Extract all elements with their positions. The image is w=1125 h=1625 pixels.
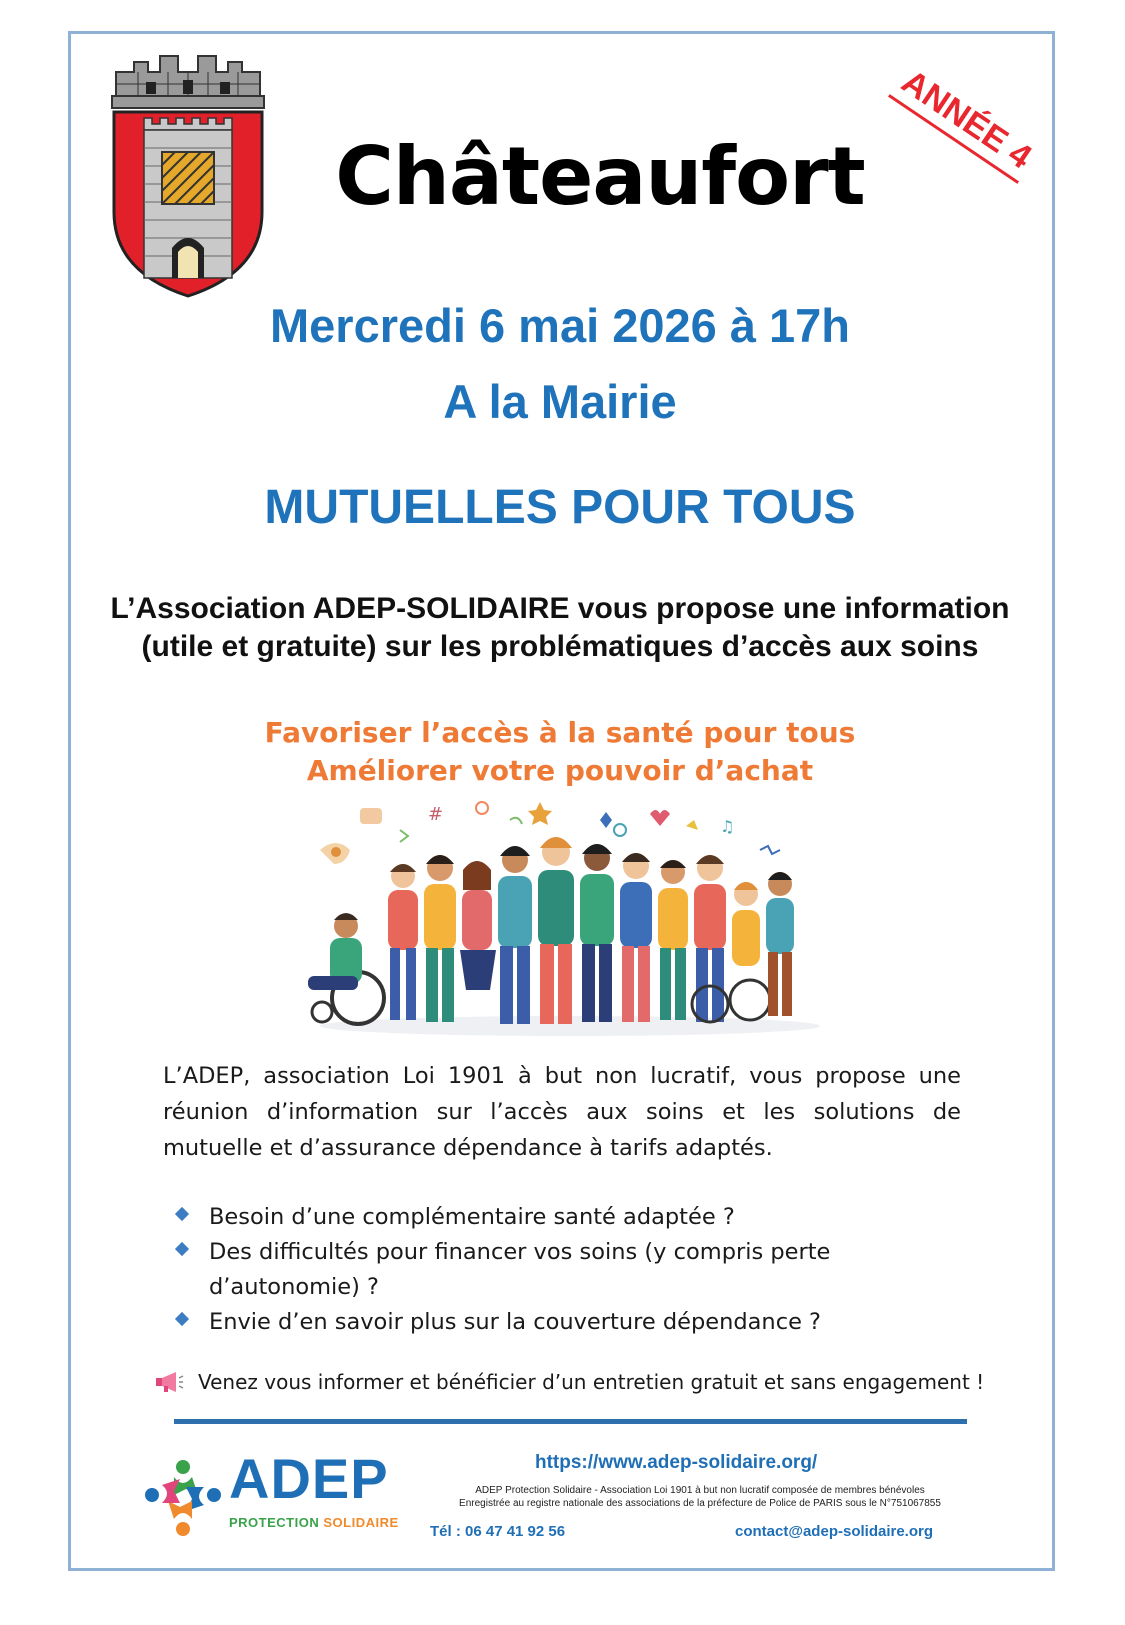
- list-item: [175, 1200, 975, 1235]
- svg-text:♫: ♫: [720, 817, 735, 836]
- town-title: Châteaufort: [335, 130, 865, 223]
- megaphone-icon: [154, 1370, 184, 1394]
- list-item: [175, 1235, 975, 1305]
- diamond-bullet-icon: [175, 1312, 189, 1326]
- description-paragraph: L’ADEP, association Loi 1901 à but non lucratif, vous propose une réunion d’information sur l’accès aux soins et les solutions de mutuelle et d’assurance dépendance à tarifs adaptés.: [163, 1063, 961, 1161]
- event-place: A la Mairie: [443, 375, 677, 428]
- website-link[interactable]: https://www.adep-solidaire.org/: [535, 1452, 818, 1473]
- intro-text: [90, 590, 1030, 666]
- call-to-action: [154, 1370, 994, 1394]
- diamond-bullet-icon: [175, 1207, 189, 1221]
- people-figures: [388, 837, 794, 1024]
- list-item-text: Envie d’en savoir plus sur la couverture dépendance ?: [209, 1309, 822, 1335]
- event-date: Mercredi 6 mai 2026 à 17h: [269, 299, 851, 352]
- slogan-line-2: Améliorer votre pouvoir d’achat: [306, 754, 814, 787]
- adep-logo-tagline: [229, 1515, 399, 1530]
- legal-line-2: Enregistrée au registre nationale des associations de la préfecture de Police de PARIS sous le N°751067855: [459, 1498, 941, 1509]
- coat-of-arms: [108, 52, 268, 298]
- call-to-action-text: Venez vous informer et bénéficier d’un entretien gratuit et sans engagement !: [198, 1370, 985, 1394]
- intro-line-1: L’Association ADEP-SOLIDAIRE vous propose une information: [110, 592, 1010, 625]
- svg-text:#: #: [428, 804, 444, 825]
- diamond-bullet-icon: [175, 1242, 189, 1256]
- question-list: [175, 1200, 975, 1340]
- footer-divider: [174, 1419, 967, 1424]
- legal-notice: [430, 1484, 970, 1510]
- list-item-text: Besoin d’une complémentaire santé adaptée ?: [209, 1204, 735, 1230]
- list-item: [175, 1305, 975, 1340]
- slogan: [200, 714, 920, 790]
- person-wheelchair: [308, 913, 384, 1024]
- phone-number[interactable]: Tél : 06 47 41 92 56: [430, 1523, 566, 1540]
- list-item-text: Des difficultés pour financer vos soins (y compris perte d’autonomie) ?: [209, 1239, 831, 1300]
- logo-tagline-word-1: PROTECTION: [229, 1515, 320, 1530]
- adep-logo-icon: [140, 1455, 226, 1541]
- logo-tagline-word-2: SOLIDAIRE: [323, 1515, 399, 1530]
- email-link[interactable]: contact@adep-solidaire.org: [735, 1523, 933, 1540]
- slogan-line-1: Favoriser l’accès à la santé pour tous: [264, 716, 856, 749]
- intro-line-2: (utile et gratuite) sur les problématiques d’accès aux soins: [141, 630, 979, 663]
- year-stamp-label: ANNÉE 4: [888, 60, 1041, 183]
- legal-line-1: ADEP Protection Solidaire - Association Loi 1901 à but non lucratif composée de membres bénévoles: [475, 1485, 925, 1496]
- adep-logo-name: ADEP: [229, 1447, 389, 1510]
- event-headline: MUTUELLES POUR TOUS: [264, 481, 856, 534]
- people-group-illustration: [300, 790, 840, 1040]
